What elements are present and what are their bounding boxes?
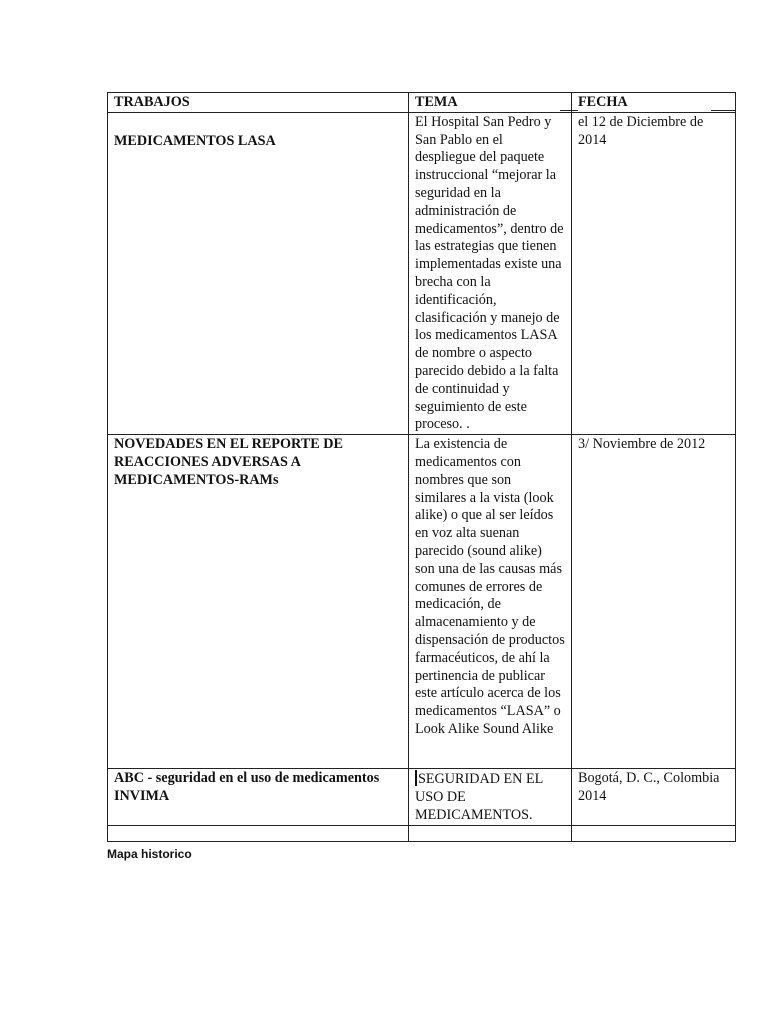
cell-trabajo [108,112,409,434]
cell-tema: El Hospital San Pedro y San Pablo en el despliegue del paquete instruccional “mejorar la seguridad en la administración de medicamentos”, dentro de las estrategias que tienen implementadas existe una brecha con la identificación, clasificación y manejo de los medicamentos LASA de nombre o aspecto parecido debido a la falta de continuidad y seguimiento de este proceso. . [409,112,572,434]
cell-fecha: el 12 de Diciembre de 2014 [572,112,736,434]
cell-tema-text: SEGURIDAD EN EL USO DE MEDICAMENTOS. [415,771,543,823]
cell-trabajo [108,825,409,841]
cell-fecha: Bogotá, D. C., Colombia 2014 [572,769,736,825]
table-row [108,769,736,825]
cell-tema: La existencia de medicamentos con nombres que son similares a la vista (look alike) o que al ser leídos en voz alta suenan parecido (sound alike) son una de las causas más comunes de errores de medicación, de almacenamiento y de dispensación de productos farmacéuticos, de ahí la pertinencia de publicar este artículo acerca de los medicamentos “LASA” o Look Alike Sound Alike [409,435,572,769]
header-trabajos: TRABAJOS [108,93,409,113]
cell-trabajo: NOVEDADES EN EL REPORTE DE REACCIONES ADVERSAS A MEDICAMENTOS-RAMs [108,435,409,769]
cell-tema[interactable] [409,769,572,825]
cell-fecha [572,825,736,841]
table-header-row [108,93,736,113]
table-row [108,435,736,769]
cell-tema [409,825,572,841]
caption-mapa-historico: Mapa historico [107,847,192,861]
header-fecha: FECHA [572,93,736,113]
cell-trabajo-text: MEDICAMENTOS LASA [114,132,276,149]
trabajos-table [107,92,736,842]
text-cursor [415,770,417,786]
table-row [108,112,736,434]
cell-trabajo: ABC - seguridad en el uso de medicamentos INVIMA [108,769,409,825]
header-tema: TEMA [409,93,572,113]
table-border-tick [711,110,735,111]
table-border-tick [560,110,578,111]
table-row-empty [108,825,736,841]
cell-fecha: 3/ Noviembre de 2012 [572,435,736,769]
